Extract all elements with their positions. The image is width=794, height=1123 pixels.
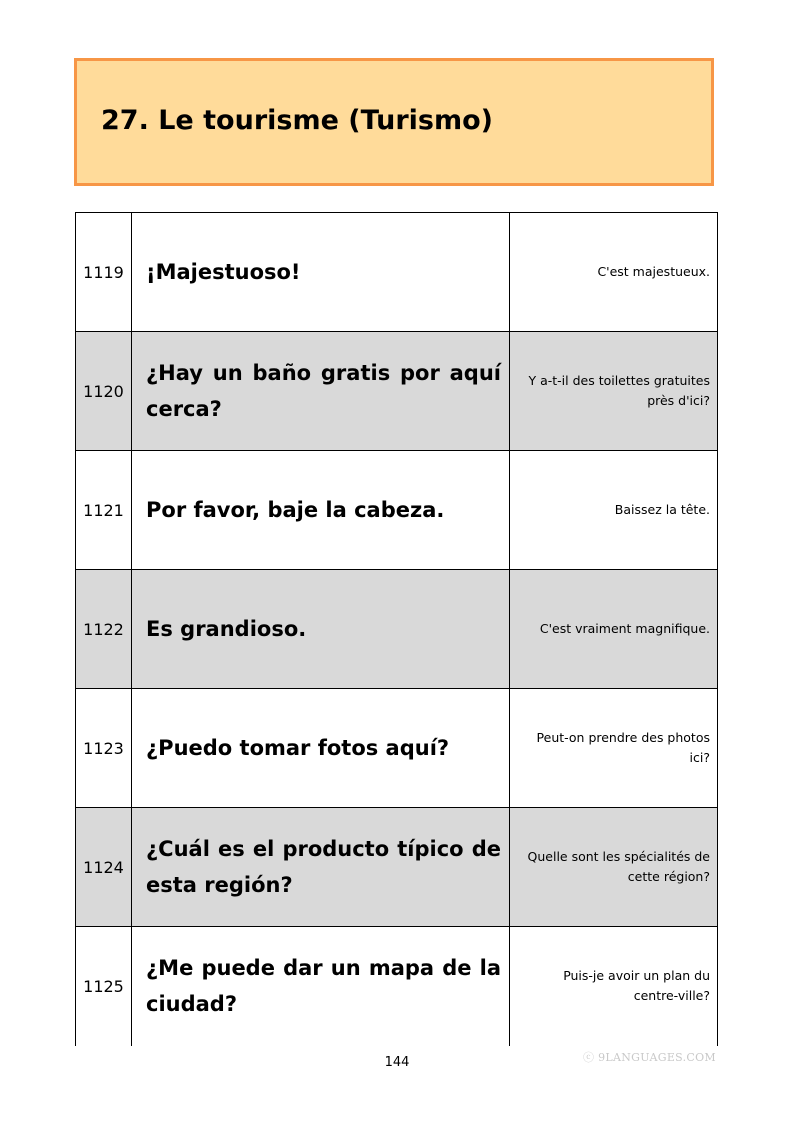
- phrase-number: 1124: [76, 808, 132, 927]
- table-row: [76, 451, 718, 570]
- french-translation: Quelle sont les spécialités de cette région?: [510, 808, 718, 927]
- phrase-number: 1120: [76, 332, 132, 451]
- table-row: [76, 808, 718, 927]
- page-number: 144: [384, 1055, 410, 1070]
- phrase-number: 1123: [76, 689, 132, 808]
- phrase-number: 1121: [76, 451, 132, 570]
- spanish-phrase: ¿Hay un baño gratis por aquí cerca?: [132, 332, 510, 451]
- spanish-phrase: ¿Puedo tomar fotos aquí?: [132, 689, 510, 808]
- french-translation: Peut-on prendre des photos ici?: [510, 689, 718, 808]
- spanish-phrase: ¡Majestuoso!: [132, 213, 510, 332]
- phrase-number: 1125: [76, 927, 132, 1046]
- spanish-phrase: ¿Me puede dar un mapa de la ciudad?: [132, 927, 510, 1046]
- spanish-phrase: ¿Cuál es el producto típico de esta región?: [132, 808, 510, 927]
- table-row: [76, 332, 718, 451]
- phrase-table: [75, 212, 718, 1046]
- table-row: [76, 213, 718, 332]
- spanish-phrase: Por favor, baje la cabeza.: [132, 451, 510, 570]
- chapter-header: [74, 58, 714, 186]
- phrase-number: 1122: [76, 570, 132, 689]
- french-translation: C'est majestueux.: [510, 213, 718, 332]
- french-translation: C'est vraiment magnifique.: [510, 570, 718, 689]
- french-translation: Y a-t-il des toilettes gratuites près d'ici?: [510, 332, 718, 451]
- table-row: [76, 927, 718, 1046]
- french-translation: Baissez la tête.: [510, 451, 718, 570]
- copyright-notice: ⓒ 9LANGUAGES.COM: [583, 1051, 716, 1064]
- spanish-phrase: Es grandioso.: [132, 570, 510, 689]
- chapter-title: 27. Le tourisme (Turismo): [101, 105, 493, 136]
- phrase-number: 1119: [76, 213, 132, 332]
- table-row: [76, 570, 718, 689]
- table-row: [76, 689, 718, 808]
- french-translation: Puis-je avoir un plan du centre-ville?: [510, 927, 718, 1046]
